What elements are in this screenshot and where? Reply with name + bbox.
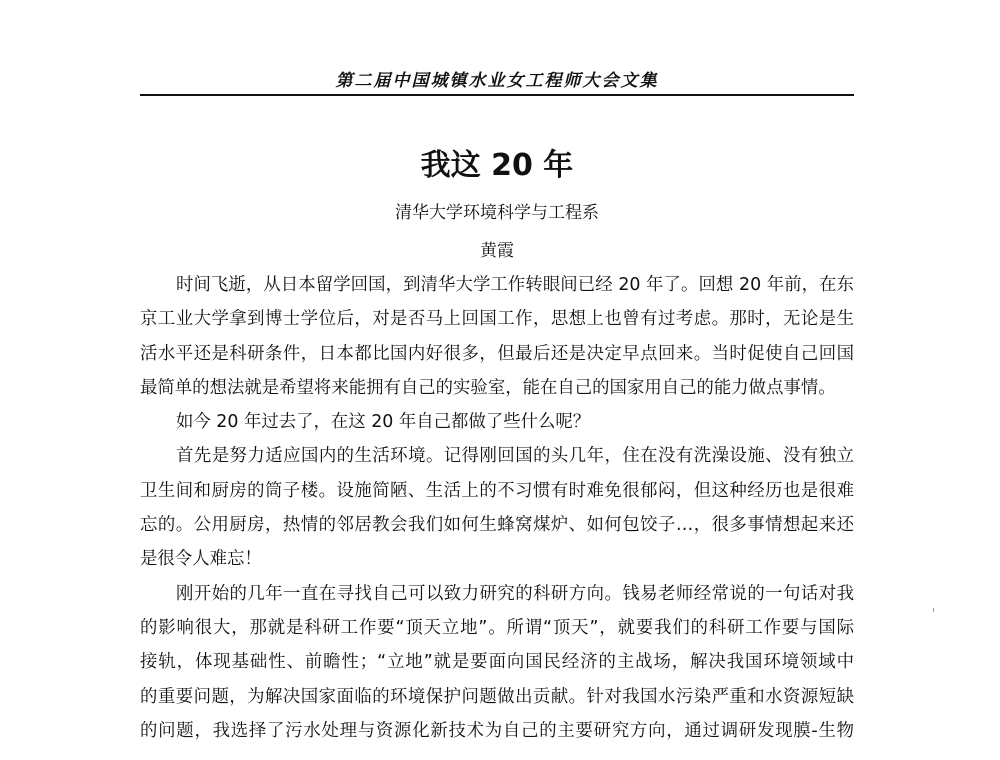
text-line: 卫生间和厨房的筒子楼。设施简陋、生活上的不习惯有时难免很郁闷，但这种经历也是很难 <box>140 480 854 501</box>
text-line: 刚开始的几年一直在寻找自己可以致力研究的科研方向。钱易老师经常说的一句话对我 <box>176 583 854 604</box>
author-affiliation: 清华大学环境科学与工程系 <box>395 203 599 223</box>
text-line: 如今 20 年过去了，在这 20 年自己都做了些什么呢？ <box>176 412 591 433</box>
text-line: 忘的。公用厨房，热情的邻居教会我们如何生蜂窝煤炉、如何包饺子…，很多事情想起来还 <box>140 515 854 536</box>
running-head: 第二届中国城镇水业女工程师大会文集 <box>335 71 659 91</box>
text-line: 时间飞逝，从日本留学回国，到清华大学工作转眼间已经 20 年了。回想 20 年前，在东 <box>176 275 854 295</box>
scan-artifact <box>933 608 934 612</box>
paragraph <box>140 405 854 439</box>
text-line: 接轨，体现基础性、前瞻性；“立地”就是要面向国民经济的主战场，解决我国环境领域中 <box>140 652 854 673</box>
paragraph <box>140 577 854 748</box>
text-line: 京工业大学拿到博士学位后，对是否马上回国工作，思想上也曾有过考虑。那时，无论是生 <box>140 309 854 330</box>
paragraph <box>140 268 854 405</box>
text-line: 的问题，我选择了污水处理与资源化新技术为自己的主要研究方向，通过调研发现膜-生物 <box>140 720 854 741</box>
text-line: 首先是努力适应国内的生活环境。记得刚回国的头几年，住在没有洗澡设施、没有独立 <box>176 446 854 467</box>
article-title: 我这 20 年 <box>420 148 574 183</box>
paragraph <box>140 439 854 576</box>
text-line: 最简单的想法就是希望将来能拥有自己的实验室，能在自己的国家用自己的能力做点事情。 <box>140 377 836 398</box>
text-line: 的影响很大，那就是科研工作要“顶天立地”。所谓“顶天”，就要我们的科研工作要与国际 <box>140 617 854 638</box>
article-body <box>140 268 854 748</box>
text-line: 的重要问题，为解决国家面临的环境保护问题做出贡献。针对我国水污染严重和水资源短缺 <box>140 686 854 707</box>
author-name: 黄霞 <box>480 241 514 261</box>
text-line: 是很令人难忘！ <box>140 549 262 570</box>
header-rule <box>140 94 854 96</box>
text-line: 活水平还是科研条件，日本都比国内好很多，但最后还是决定早点回来。当时促使自己回国 <box>140 343 854 364</box>
